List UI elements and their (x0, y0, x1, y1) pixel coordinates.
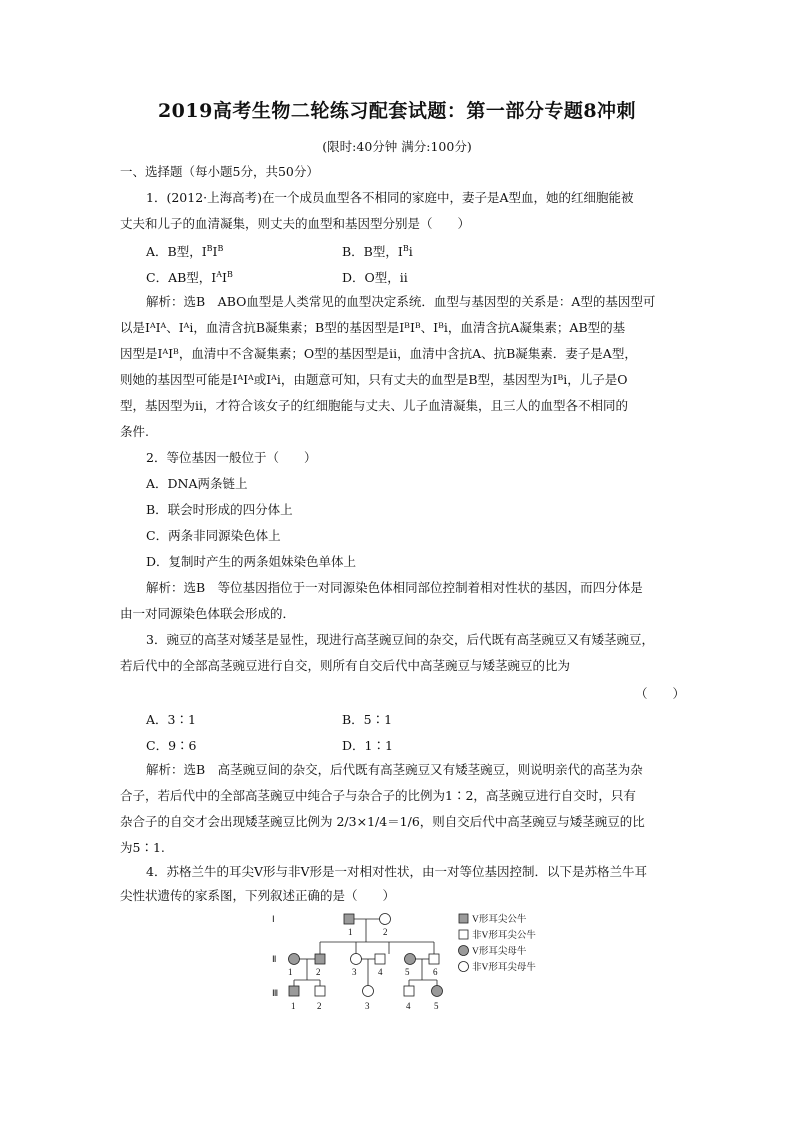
q3-answer-blank: （ ） (635, 686, 686, 701)
q3-stem-line1: 3．豌豆的高茎对矮茎是显性，现进行高茎豌豆间的杂交，后代既有高茎豌豆又有矮茎豌豆， (146, 632, 654, 647)
q2-option-b: B．联会时形成的四分体上 (146, 502, 293, 517)
q4-stem-line1: 4．苏格兰牛的耳尖V形与非V形是一对相对性状，由一对等位基因控制．以下是苏格兰牛耳 (146, 864, 648, 879)
pedigree-III5 (432, 986, 443, 997)
q1-option-a: A．B型，$I^BI^B$ (146, 243, 224, 259)
label-II6: 6 (433, 967, 438, 977)
label-II1: 1 (288, 967, 293, 977)
q1-explanation-line3: 因型是IᴬIᴮ，血清中不含凝集素；O型的基因型是ii，血清中含抗A、抗B凝集素．妻子是A型， (120, 346, 637, 361)
legend-v-male-icon (459, 914, 468, 923)
legend-nonv-male-icon (459, 930, 468, 939)
q2-explanation-line2: 由一对同源染色体联会形成的． (120, 606, 296, 621)
q3-option-b: B．5∶1 (342, 712, 393, 727)
q1-option-c: C．AB型，$I^AI^B$ (146, 269, 233, 285)
q3-explanation-line3: 杂合子的自交才会出现矮茎豌豆比例为 2/3×1/4＝1/6，则自交后代中高茎豌豆与矮茎豌豆的比 (120, 814, 645, 829)
q2-explanation-line1: 解析：选B 等位基因指位于一对同源染色体相同部位控制着相对性状的基因，而四分体是 (146, 580, 643, 595)
q3-option-a: A．3∶1 (146, 712, 196, 727)
gen-label-I: Ⅰ (272, 914, 275, 924)
pedigree-II4 (375, 954, 385, 964)
q2-stem: 2．等位基因一般位于（ ） (146, 450, 317, 465)
q1-explanation-line6: 条件. (120, 424, 149, 439)
label-II4: 4 (378, 967, 383, 977)
pedigree-I1 (344, 914, 354, 924)
label-I1: 1 (348, 927, 353, 937)
legend-v-male: V形耳尖公牛 (472, 915, 527, 925)
pedigree-II5 (405, 954, 416, 965)
q4-stem-line2: 尖性状遗传的家系图，下列叙述正确的是（ ） (120, 888, 396, 903)
q2-option-c: C．两条非同源染色体上 (146, 528, 281, 543)
pedigree-III2 (315, 986, 325, 996)
q2-option-d: D．复制时产生的两条姐妹染色单体上 (146, 554, 357, 569)
legend-nonv-male: 非V形耳尖公牛 (472, 931, 536, 941)
pedigree-I2 (380, 914, 391, 925)
label-I2: 2 (383, 927, 388, 937)
q1-explanation-line4: 则她的基因型可能是IᴬIᴬ或Iᴬi，由题意可知，只有丈夫的血型是B型，基因型为Iᴮi，儿子是O (120, 372, 628, 387)
label-III5: 5 (434, 1001, 439, 1011)
pedigree-III3 (363, 986, 374, 997)
label-III2: 2 (317, 1001, 322, 1011)
label-II2: 2 (316, 967, 321, 977)
q3-explanation-line2: 合子，若后代中的全部高茎豌豆中纯合子与杂合子的比例为1∶2，高茎豌豆进行自交时，只有 (120, 788, 636, 803)
q3-option-c: C．9∶6 (146, 738, 197, 753)
legend-nonv-female-icon (459, 962, 469, 972)
q1-stem-line1: 1．(2012·上海高考)在一个成员血型各不相同的家庭中，妻子是A型血，她的红细胞能被 (146, 190, 634, 205)
legend-v-female: V形耳尖母牛 (472, 947, 527, 957)
label-III1: 1 (291, 1001, 296, 1011)
section-heading: 一、选择题（每小题5分，共50分） (120, 164, 319, 179)
q1-explanation-line2: 以是IᴬIᴬ、Iᴬi，血清含抗B凝集素；B型的基因型是IᴮIᴮ、Iᴮi，血清含抗A凝集素；AB型的基 (120, 320, 626, 335)
page-title: 2019高考生物二轮练习配套试题：第一部分专题8冲刺 (157, 100, 637, 122)
q1-stem-line2: 丈夫和儿子的血清凝集，则丈夫的血型和基因型分别是（ ） (120, 216, 471, 231)
pedigree-III4 (404, 986, 414, 996)
legend-v-female-icon (459, 946, 469, 956)
pedigree-II2 (315, 954, 325, 964)
label-III3: 3 (365, 1001, 370, 1011)
q1-option-b: B．B型，$I^Bi$ (342, 243, 413, 259)
q3-stem-line2: 若后代中的全部高茎豌豆进行自交，则所有自交后代中高茎豌豆与矮茎豌豆的比为 (120, 658, 571, 673)
q3-explanation-line4: 为5∶1. (120, 840, 165, 855)
label-III4: 4 (406, 1001, 411, 1011)
time-limit-note: (限时:40分钟 满分:100分) (322, 139, 472, 154)
q1-option-d: D．O型，ii (342, 270, 408, 285)
gen-label-III: Ⅲ (272, 988, 279, 998)
label-II5: 5 (405, 967, 410, 977)
pedigree-II6 (429, 954, 439, 964)
pedigree-III1 (289, 986, 299, 996)
q1-explanation-line1: 解析：选B ABO血型是人类常见的血型决定系统．血型与基因型的关系是：A型的基因型可 (146, 294, 656, 309)
pedigree-II1 (289, 954, 300, 965)
q3-explanation-line1: 解析：选B 高茎豌豆间的杂交，后代既有高茎豌豆又有矮茎豌豆，则说明亲代的高茎为杂 (146, 762, 643, 777)
q2-option-a: A．DNA两条链上 (146, 476, 248, 491)
legend-nonv-female: 非V形耳尖母牛 (472, 963, 536, 973)
q1-explanation-line5: 型，基因型为ii，才符合该女子的红细胞能与丈夫、儿子血清凝集，且三人的血型各不相同的 (120, 398, 628, 413)
label-II3: 3 (352, 967, 357, 977)
q3-option-d: D．1∶1 (342, 738, 393, 753)
pedigree-diagram (268, 910, 568, 1015)
gen-label-II: Ⅱ (272, 954, 277, 964)
pedigree-II3 (351, 954, 362, 965)
